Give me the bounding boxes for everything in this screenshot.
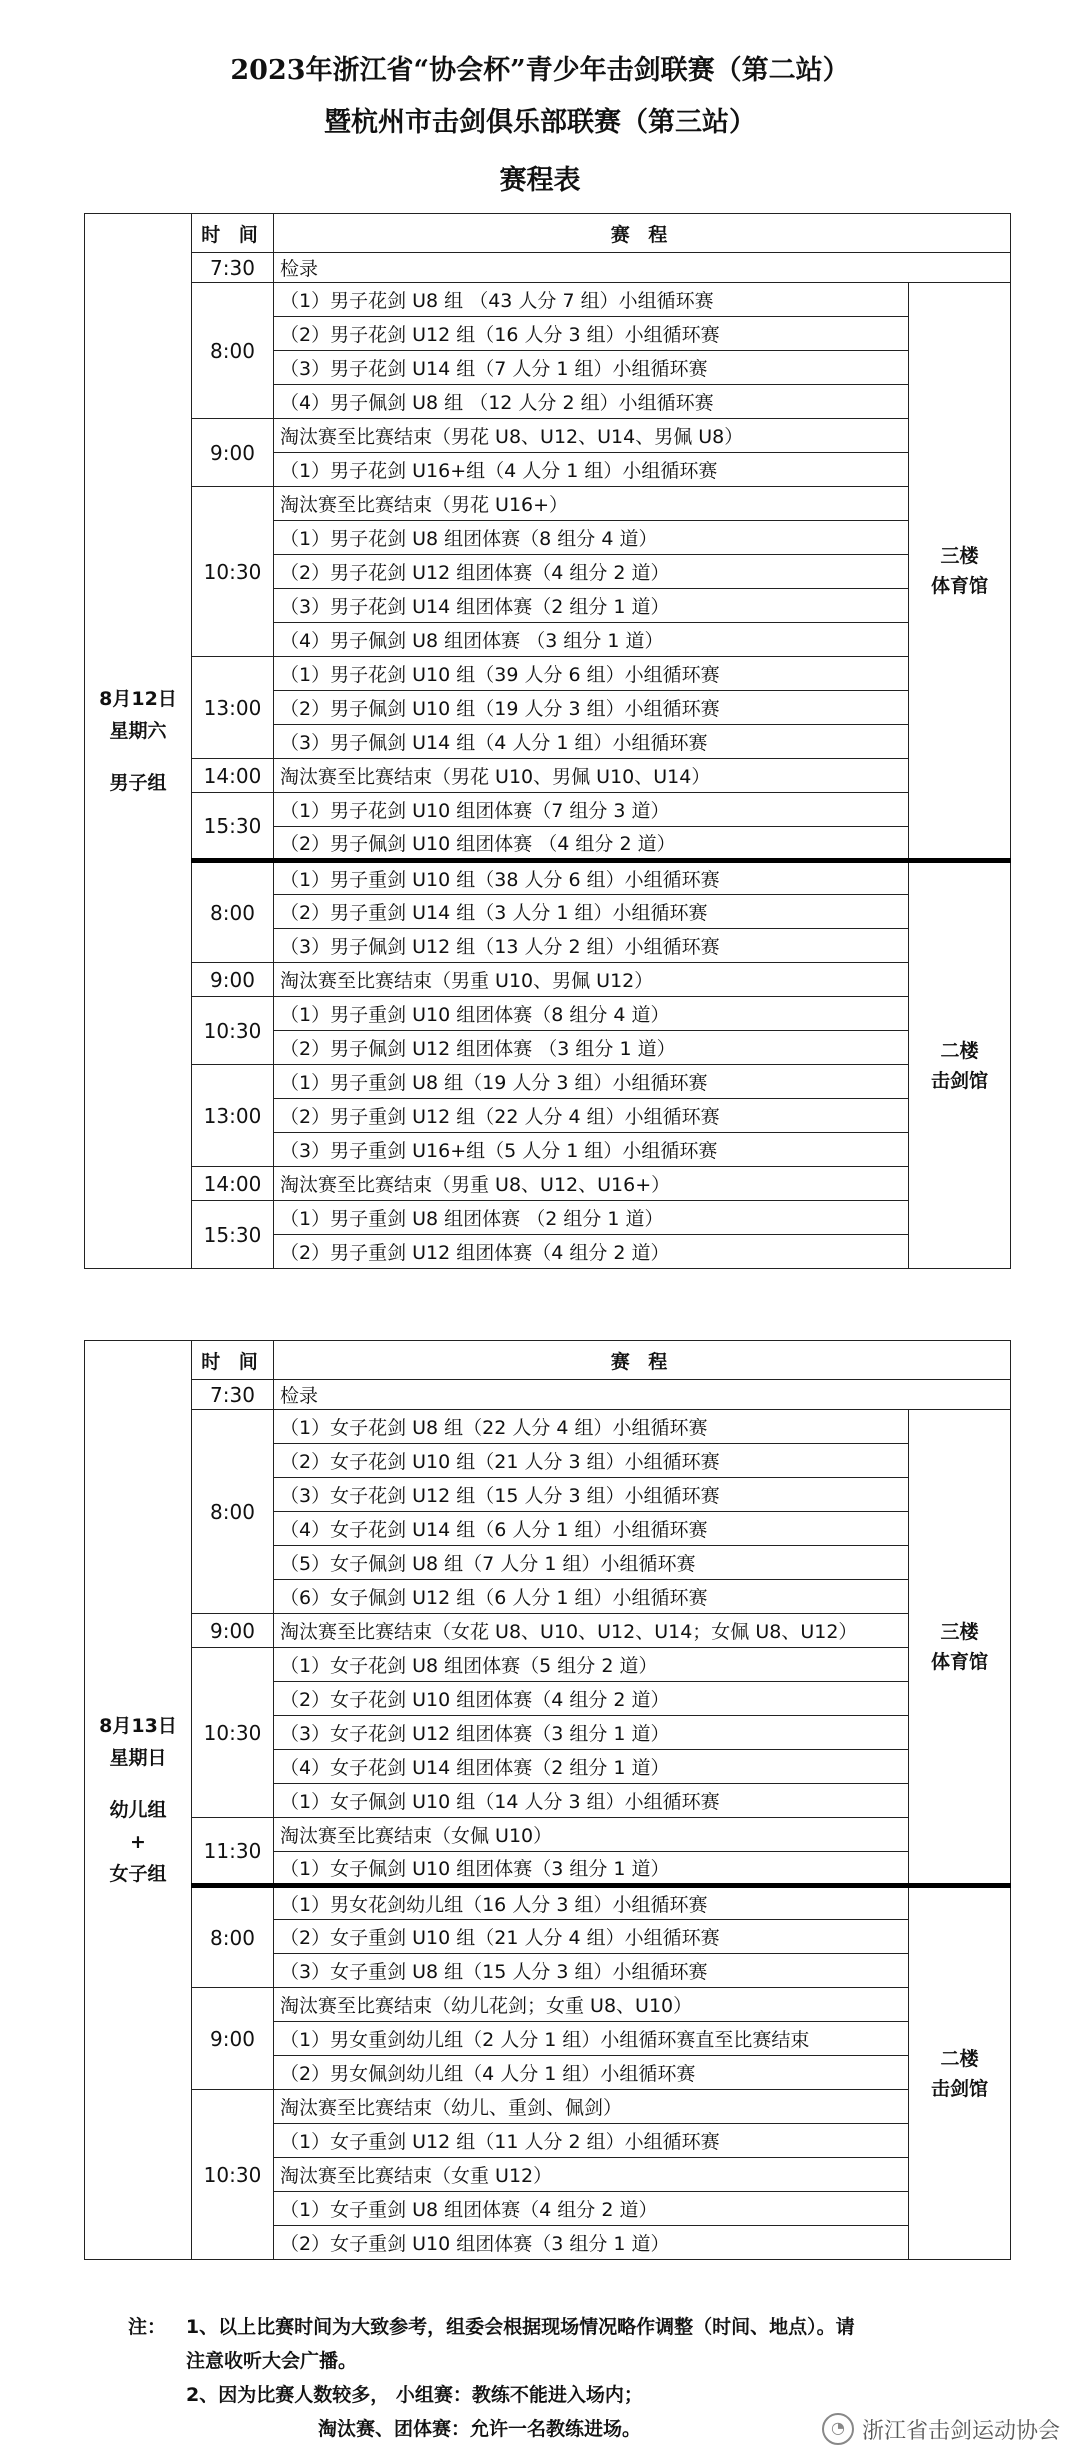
- time-slot: 10:30: [192, 487, 274, 657]
- note-2: 2、因为比赛人数较多， 小组赛：教练不能进入场内；: [186, 2384, 643, 2406]
- event-row: （3）男子佩剑 U12 组（13 人分 2 组）小组循环赛: [274, 929, 909, 963]
- event-row: （2）女子重剑 U10 组（21 人分 4 组）小组循环赛: [274, 1920, 909, 1954]
- event-column-header: 赛 程: [274, 1341, 1011, 1380]
- event-row: （2）女子花剑 U10 组（21 人分 3 组）小组循环赛: [274, 1444, 909, 1478]
- day-date: 8月13日: [99, 1715, 177, 1737]
- day-weekday: 星期六: [109, 720, 167, 742]
- time-slot: 9:00: [192, 963, 274, 997]
- event-row: （1）女子花剑 U8 组团体赛（5 组分 2 道）: [274, 1648, 909, 1682]
- time-slot: 14:00: [192, 1167, 274, 1201]
- event-row: （1）男子重剑 U10 组团体赛（8 组分 4 道）: [274, 997, 909, 1031]
- event-row: （1）男子花剑 U16+组（4 人分 1 组）小组循环赛: [274, 453, 909, 487]
- checkin-time: 7:30: [192, 1380, 274, 1410]
- event-row: （2）男子佩剑 U12 组团体赛 （3 组分 1 道）: [274, 1031, 909, 1065]
- watermark-text: 浙江省击剑运动协会: [861, 2418, 1060, 2444]
- elimination-row: 淘汰赛至比赛结束（女佩 U10）: [274, 1818, 909, 1852]
- event-row: （1）男女花剑幼儿组（16 人分 3 组）小组循环赛: [274, 1886, 909, 1920]
- event-row: （2）男子花剑 U12 组（16 人分 3 组）小组循环赛: [274, 317, 909, 351]
- day-label-cell: [85, 214, 192, 1269]
- time-slot: 8:00: [192, 283, 274, 419]
- event-row: （3）男子佩剑 U14 组（4 人分 1 组）小组循环赛: [274, 725, 909, 759]
- event-row: （1）男子重剑 U8 组团体赛 （2 组分 1 道）: [274, 1201, 909, 1235]
- event-row: （2）男女佩剑幼儿组（4 人分 1 组）小组循环赛: [274, 2056, 909, 2090]
- wechat-icon: ◔: [822, 2413, 854, 2445]
- checkin-label: 检录: [274, 253, 1011, 283]
- elimination-row: 淘汰赛至比赛结束（幼儿花剑；女重 U8、U10）: [274, 1988, 909, 2022]
- event-row: （2）男子重剑 U14 组（3 人分 1 组）小组循环赛: [274, 895, 909, 929]
- title-line-1: 2023年浙江省“协会杯”青少年击剑联赛（第二站）: [230, 55, 850, 86]
- time-slot: 13:00: [192, 657, 274, 759]
- venue-hall: 击剑馆: [930, 2077, 988, 2100]
- event-row: （1）女子重剑 U8 组团体赛（4 组分 2 道）: [274, 2192, 909, 2226]
- event-row: （3）女子重剑 U8 组（15 人分 3 组）小组循环赛: [274, 1954, 909, 1988]
- day-date: 8月12日: [99, 688, 177, 710]
- event-row: （2）男子重剑 U12 组团体赛（4 组分 2 道）: [274, 1235, 909, 1269]
- event-row: （1）女子佩剑 U10 组团体赛（3 组分 1 道）: [274, 1852, 909, 1886]
- event-row: （3）女子花剑 U12 组团体赛（3 组分 1 道）: [274, 1716, 909, 1750]
- time-slot: 10:30: [192, 1648, 274, 1818]
- venue-hall: 击剑馆: [930, 1069, 988, 1092]
- time-slot: 10:30: [192, 997, 274, 1065]
- event-row: （1）女子重剑 U12 组（11 人分 2 组）小组循环赛: [274, 2124, 909, 2158]
- event-row: （4）女子花剑 U14 组（6 人分 1 组）小组循环赛: [274, 1512, 909, 1546]
- elimination-row: 淘汰赛至比赛结束（女重 U12）: [274, 2158, 909, 2192]
- event-row: （3）男子重剑 U16+组（5 人分 1 组）小组循环赛: [274, 1133, 909, 1167]
- checkin-label: 检录: [274, 1380, 1011, 1410]
- venue-cell: [909, 1886, 1011, 2260]
- event-row: （5）女子佩剑 U8 组（7 人分 1 组）小组循环赛: [274, 1546, 909, 1580]
- venue-cell: [909, 283, 1011, 861]
- event-row: （1）女子佩剑 U10 组（14 人分 3 组）小组循环赛: [274, 1784, 909, 1818]
- elimination-row: 淘汰赛至比赛结束（幼儿、重剑、佩剑）: [274, 2090, 909, 2124]
- event-row: （3）男子花剑 U14 组团体赛（2 组分 1 道）: [274, 589, 909, 623]
- venue-cell: [909, 861, 1011, 1269]
- schedule-table-day1: [84, 213, 1011, 1269]
- time-slot: 8:00: [192, 861, 274, 963]
- event-row: （1）女子花剑 U8 组（22 人分 4 组）小组循环赛: [274, 1410, 909, 1444]
- event-row: （2）男子佩剑 U10 组（19 人分 3 组）小组循环赛: [274, 691, 909, 725]
- event-row: （4）男子佩剑 U8 组 （12 人分 2 组）小组循环赛: [274, 385, 909, 419]
- note-1b: 注意收听大会广播。: [186, 2350, 358, 2372]
- event-row: （4）女子花剑 U14 组团体赛（2 组分 1 道）: [274, 1750, 909, 1784]
- time-column-header: 时 间: [192, 214, 274, 253]
- elimination-row: 淘汰赛至比赛结束（男花 U10、男佩 U10、U14）: [274, 759, 909, 793]
- day-group-2: 女子组: [109, 1863, 167, 1885]
- event-row: （4）男子佩剑 U8 组团体赛 （3 组分 1 道）: [274, 623, 909, 657]
- elimination-row: 淘汰赛至比赛结束（男重 U10、男佩 U12）: [274, 963, 909, 997]
- notes: [128, 2310, 855, 2446]
- time-slot: 8:00: [192, 1886, 274, 1988]
- venue-floor: 二楼: [940, 2047, 979, 2070]
- time-slot: 10:30: [192, 2090, 274, 2260]
- time-slot: 15:30: [192, 793, 274, 861]
- event-row: （6）女子佩剑 U12 组（6 人分 1 组）小组循环赛: [274, 1580, 909, 1614]
- elimination-row: 淘汰赛至比赛结束（男花 U16+）: [274, 487, 909, 521]
- time-slot: 8:00: [192, 1410, 274, 1614]
- venue-floor: 二楼: [940, 1039, 979, 1062]
- time-slot: 13:00: [192, 1065, 274, 1167]
- day-group-1: 幼儿组: [109, 1799, 167, 1821]
- day-group-plus: +: [130, 1831, 146, 1853]
- note-1: 1、以上比赛时间为大致参考，组委会根据现场情况略作调整（时间、地点）。请: [185, 2316, 855, 2338]
- event-row: （2）男子花剑 U12 组团体赛（4 组分 2 道）: [274, 555, 909, 589]
- event-row: （1）男子花剑 U10 组团体赛（7 组分 3 道）: [274, 793, 909, 827]
- event-row: （1）男子重剑 U8 组（19 人分 3 组）小组循环赛: [274, 1065, 909, 1099]
- event-row: （1）男女重剑幼儿组（2 人分 1 组）小组循环赛直至比赛结束: [274, 2022, 909, 2056]
- day-weekday: 星期日: [109, 1747, 167, 1769]
- venue-hall: 体育馆: [930, 574, 988, 597]
- checkin-time: 7:30: [192, 253, 274, 283]
- venue-floor: 三楼: [940, 544, 979, 567]
- event-row: （1）男子花剑 U8 组 （43 人分 7 组）小组循环赛: [274, 283, 909, 317]
- elimination-row: 淘汰赛至比赛结束（男花 U8、U12、U14、男佩 U8）: [274, 419, 909, 453]
- event-row: （2）女子重剑 U10 组团体赛（3 组分 1 道）: [274, 2226, 909, 2260]
- day-label-cell: [85, 1341, 192, 2260]
- elimination-row: 淘汰赛至比赛结束（男重 U8、U12、U16+）: [274, 1167, 909, 1201]
- event-row: （1）男子重剑 U10 组（38 人分 6 组）小组循环赛: [274, 861, 909, 895]
- event-row: （2）男子重剑 U12 组（22 人分 4 组）小组循环赛: [274, 1099, 909, 1133]
- time-slot: 9:00: [192, 1988, 274, 2090]
- venue-hall: 体育馆: [930, 1650, 988, 1673]
- watermark: [822, 2413, 1060, 2445]
- time-slot: 11:30: [192, 1818, 274, 1886]
- time-slot: 15:30: [192, 1201, 274, 1269]
- event-row: （2）女子花剑 U10 组团体赛（4 组分 2 道）: [274, 1682, 909, 1716]
- notes-label: 注：: [128, 2316, 167, 2338]
- venue-floor: 三楼: [940, 1620, 979, 1643]
- note-3: 淘汰赛、团体赛：允许一名教练进场。: [318, 2418, 642, 2440]
- time-slot: 14:00: [192, 759, 274, 793]
- schedule-table-day2: [84, 1340, 1011, 2260]
- event-row: （3）女子花剑 U12 组（15 人分 3 组）小组循环赛: [274, 1478, 909, 1512]
- day-group: 男子组: [109, 772, 167, 794]
- venue-cell: [909, 1410, 1011, 1886]
- event-row: （1）男子花剑 U10 组（39 人分 6 组）小组循环赛: [274, 657, 909, 691]
- time-slot: 9:00: [192, 1614, 274, 1648]
- event-row: （3）男子花剑 U14 组（7 人分 1 组）小组循环赛: [274, 351, 909, 385]
- event-row: （2）男子佩剑 U10 组团体赛 （4 组分 2 道）: [274, 827, 909, 861]
- event-column-header: 赛 程: [274, 214, 1011, 253]
- time-slot: 9:00: [192, 419, 274, 487]
- time-column-header: 时 间: [192, 1341, 274, 1380]
- elimination-row: 淘汰赛至比赛结束（女花 U8、U10、U12、U14；女佩 U8、U12）: [274, 1614, 909, 1648]
- event-row: （1）男子花剑 U8 组团体赛（8 组分 4 道）: [274, 521, 909, 555]
- title-line-3: 赛程表: [499, 165, 581, 196]
- title-line-2: 暨杭州市击剑俱乐部联赛（第三站）: [324, 107, 756, 138]
